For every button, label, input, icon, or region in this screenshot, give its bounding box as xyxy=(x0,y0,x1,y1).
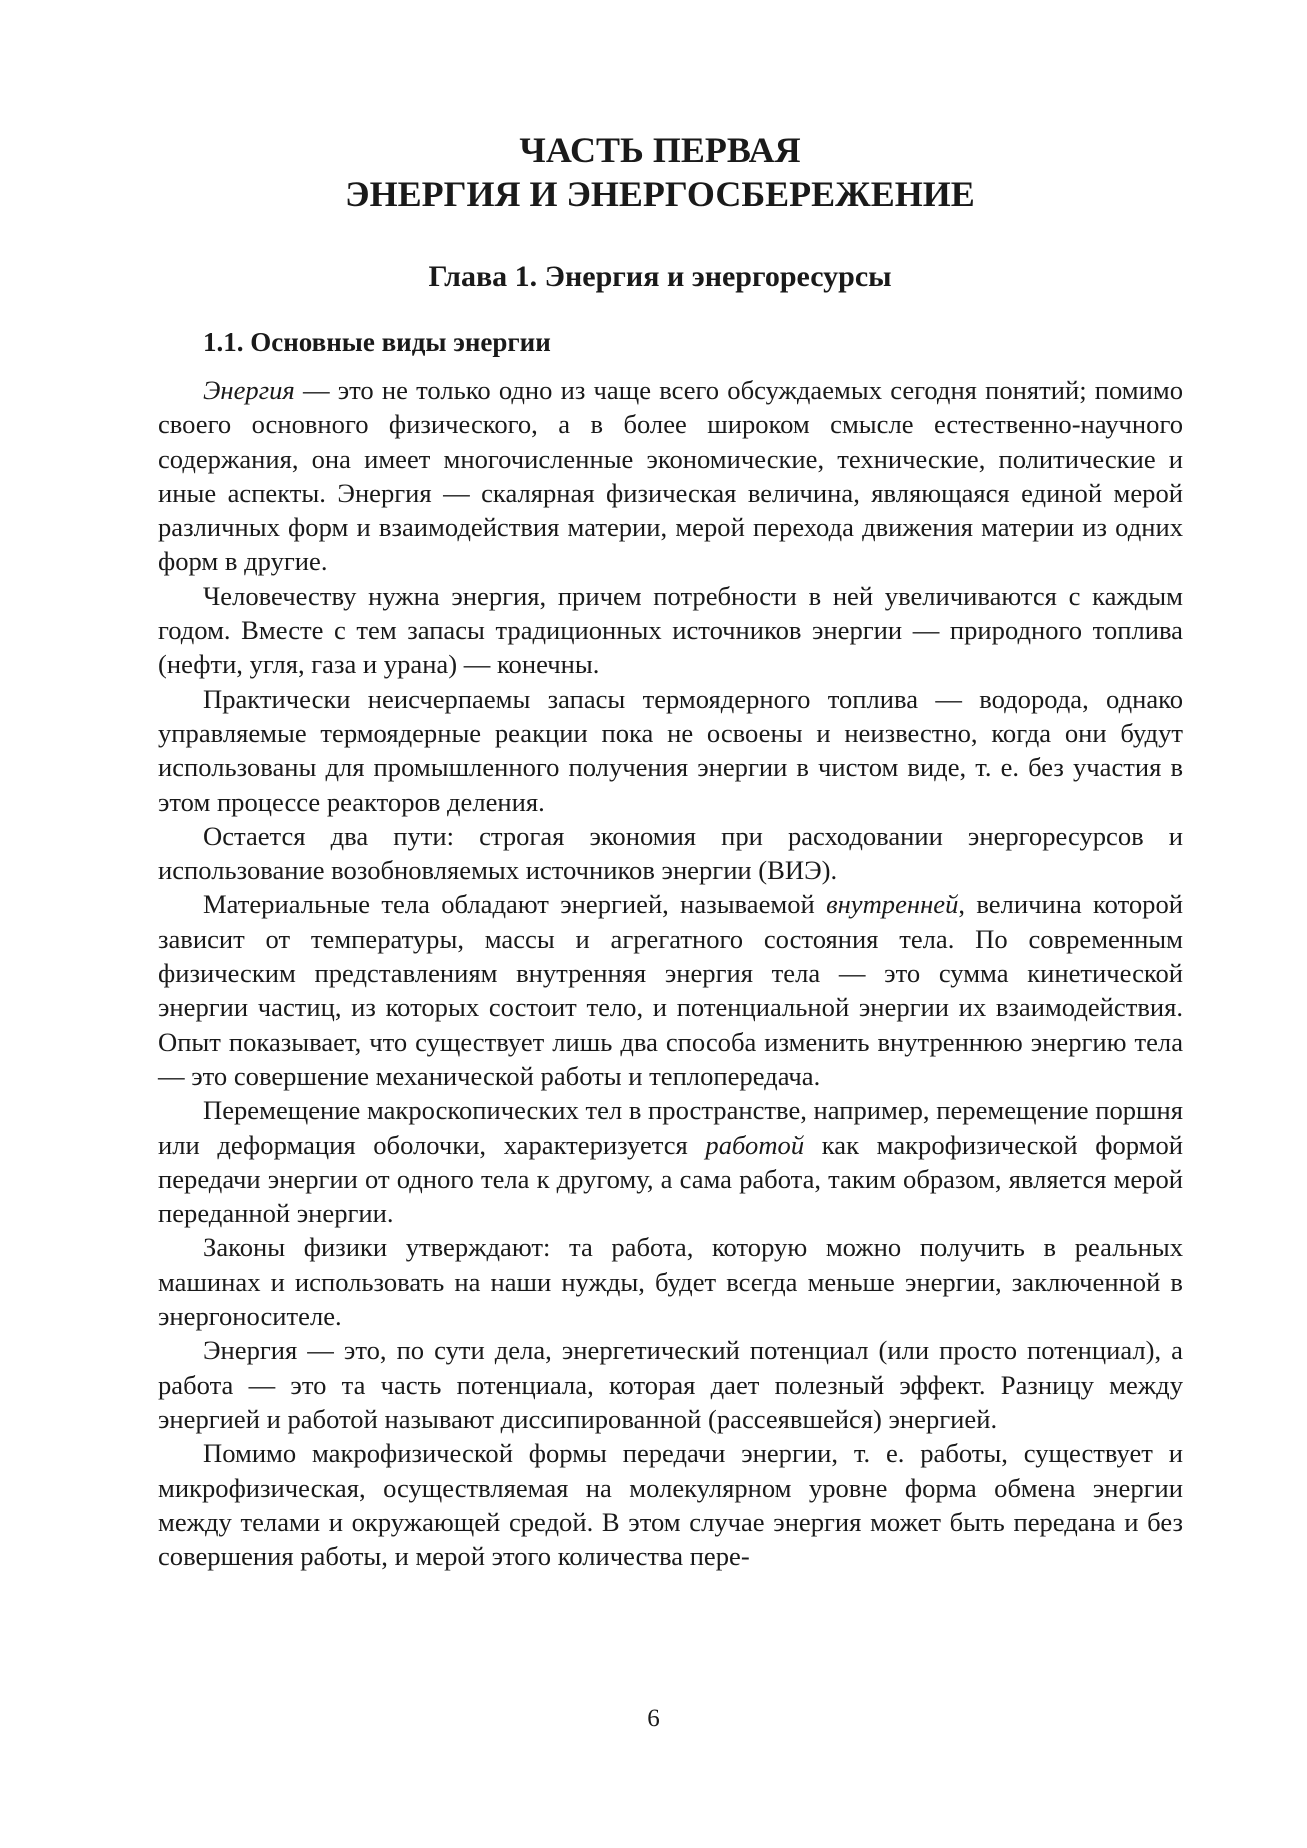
paragraph-1-text: — это не только одно из чаще всего обсуждаемых сегодня понятий; помимо своего основного физического, а в более широком смысле естественно-научного содержания, она имеет многочисленные экономические, технические, политические и иные аспекты. Энергия — скалярная физическая величина, являющаяся единой мерой различных форм и взаимодействия материи, мерой перехода движения материи из одних форм в другие. xyxy=(158,375,1183,577)
paragraph-1 xyxy=(158,373,1183,579)
paragraph-4: Остается два пути: строгая экономия при расходовании энергоресурсов и использование возобновляемых источников энергии (ВИЭ). xyxy=(158,820,1183,886)
part-title-line-1: ЧАСТЬ ПЕРВАЯ xyxy=(519,130,801,170)
body-text xyxy=(158,373,1183,1573)
paragraph-5-text-before: Материальные тела обладают энергией, называемой xyxy=(203,889,827,920)
paragraph-2: Человечеству нужна энергия, причем потребности в ней увеличиваются с каждым годом. Вместе с тем запасы традиционных источников энергии — природного топлива (нефти, угля, газа и урана) — конечны. xyxy=(158,580,1183,680)
part-title-line-2: ЭНЕРГИЯ И ЭНЕРГОСБЕРЕЖЕНИЕ xyxy=(345,174,975,214)
chapter-title: Глава 1. Энергия и энергоресурсы xyxy=(428,260,892,293)
paragraph-6-text-before: Перемещение макроскопических тел в пространстве, например, перемещение поршня или деформация оболочки, характеризуется xyxy=(158,1095,1183,1160)
paragraph-8: Энергия — это, по сути дела, энергетический потенциал (или просто потенциал), а работа — это та часть потенциала, которая дает полезный эффект. Разницу между энергией и работой называют диссипированной (рассеявшейся) энергией. xyxy=(158,1335,1183,1434)
paragraph-1-emphasis: Энергия xyxy=(203,375,295,405)
paragraph-5-emphasis: внутренней xyxy=(826,889,959,920)
paragraph-6 xyxy=(158,1093,1183,1230)
part-title xyxy=(160,128,1160,216)
paragraph-9: Помимо макрофизической формы передачи энергии, т. е. работы, существует и микрофизическая, осуществляемая на молекулярном уровне форма обмена энергии между телами и окружающей средой. В этом случае энергия может быть передана и без совершения работы, и мерой этого количества пере- xyxy=(158,1438,1183,1572)
paragraph-5-text-after: , величина которой зависит от температуры, массы и агрегатного состояния тела. По современным физическим представлениям внутренняя энергия тела — это сумма кинетической энергии частиц, из которых состоит тело, и потенциальной энергии их взаимодействия. Опыт показывает, что существует лишь два способа изменить внутреннюю энергию тела — это совершение механической работы и теплопередача. xyxy=(158,889,1183,1091)
paragraph-7: Законы физики утверждают: та работа, которую можно получить в реальных машинах и использовать на наши нужды, будет всегда меньше энергии, заключенной в энергоносителе. xyxy=(158,1232,1183,1332)
page-number: 6 xyxy=(647,1705,660,1732)
paragraph-6-text-after: как макрофизической формой передачи энергии от одного тела к другому, а сама работа, таким образом, является мерой переданной энергии. xyxy=(158,1129,1184,1229)
paragraph-6-emphasis: работой xyxy=(705,1129,805,1160)
paragraph-3: Практически неисчерпаемы запасы термоядерного топлива — водорода, однако управляемые термоядерные реакции пока не освоены и неизвестно, когда они будут использованы для промышленного получения энергии в чистом виде, т. е. без участия в этом процессе реакторов деления. xyxy=(158,683,1183,817)
section-title: 1.1. Основные виды энергии xyxy=(203,327,551,357)
paragraph-5 xyxy=(158,887,1183,1093)
